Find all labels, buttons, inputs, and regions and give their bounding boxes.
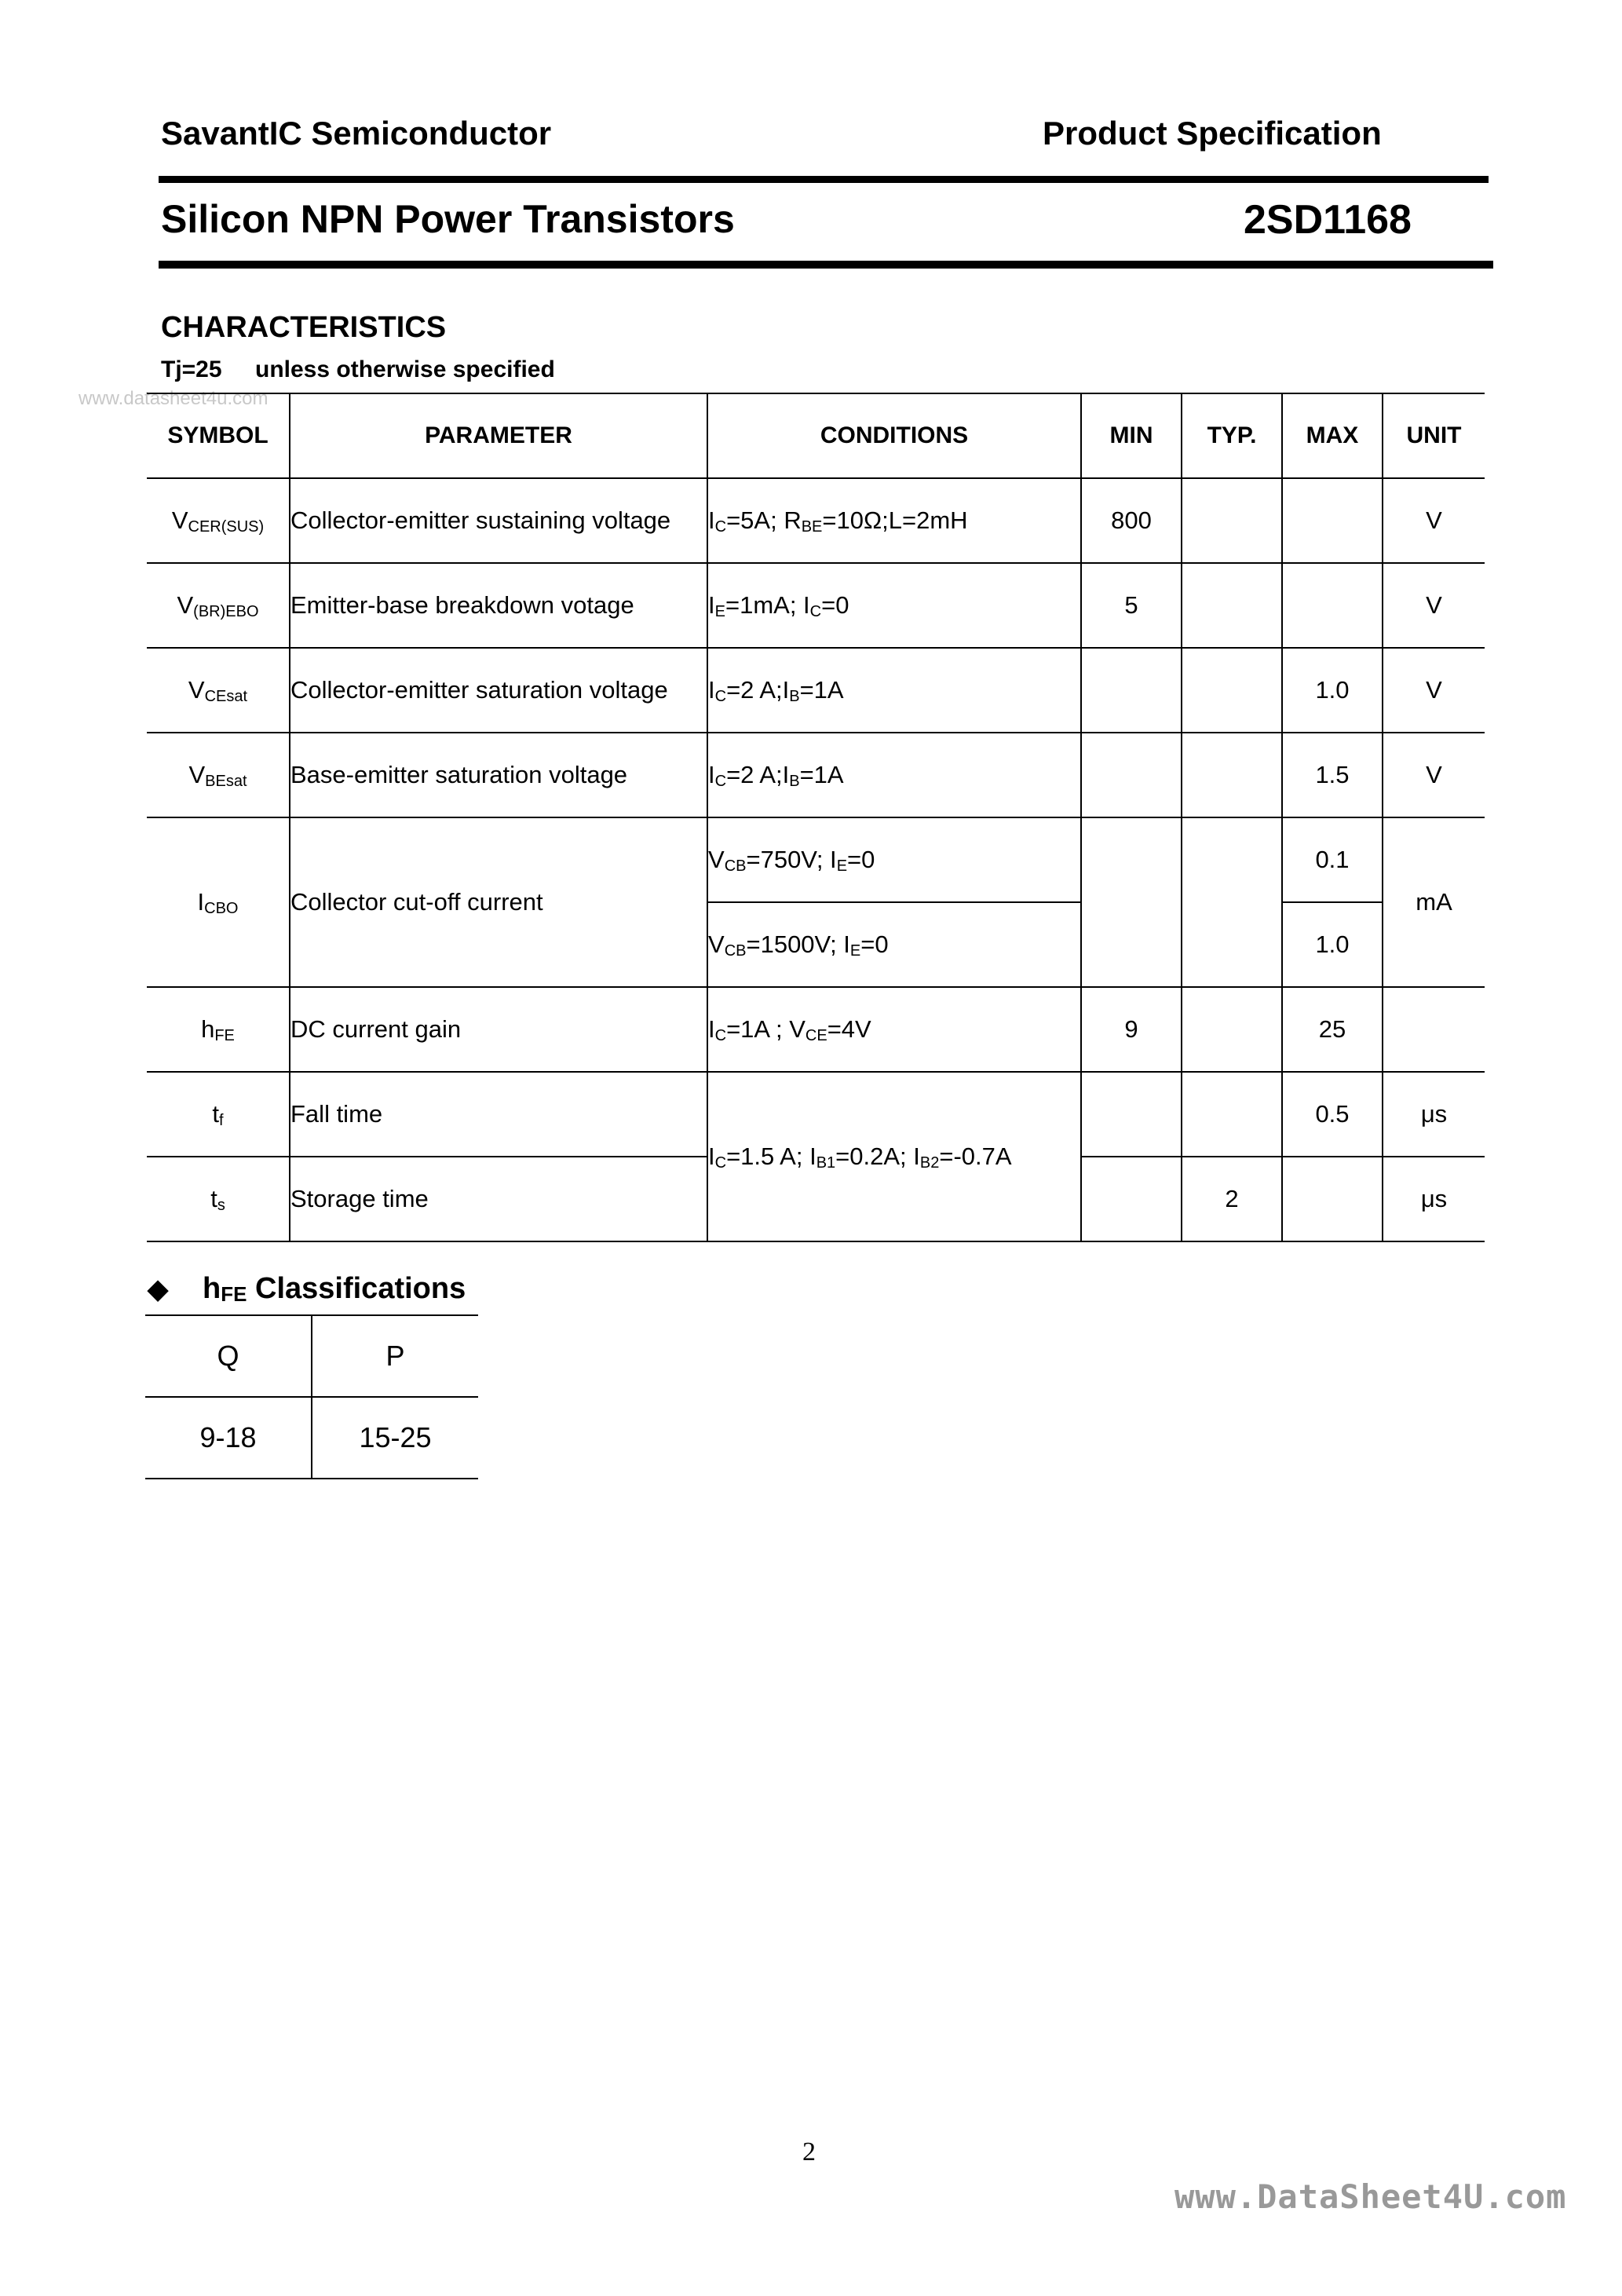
max-cell: 0.5 xyxy=(1282,1072,1383,1157)
symbol-cell: $V_{(BR)EBO}$ xyxy=(147,563,290,648)
header-rule-top xyxy=(159,176,1489,183)
min-cell xyxy=(1081,1072,1182,1157)
typ-cell xyxy=(1182,987,1282,1072)
min-cell xyxy=(1081,817,1182,987)
document-title: Silicon NPN Power Transistors xyxy=(161,197,735,241)
header-symbol: SYMBOL xyxy=(147,393,290,478)
header-min: MIN xyxy=(1081,393,1182,478)
class-header-q: Q xyxy=(145,1315,312,1397)
max-cell xyxy=(1282,563,1383,648)
conditions-cell: $I_C=1A$ ; $V_{CE}=4V$ xyxy=(707,987,1081,1072)
conditions-cell: $I_C=1.5$ A; $I_{B1}=0.2A$; $I_{B2}=-0.7A$ xyxy=(707,1072,1081,1241)
class-header-p: P xyxy=(312,1315,478,1397)
min-cell: 9 xyxy=(1081,987,1182,1072)
symbol-cell: $V_{BEsat}$ xyxy=(147,733,290,817)
header-typ: TYP. xyxy=(1182,393,1282,478)
class-value-p: 15-25 xyxy=(312,1397,478,1479)
temperature-condition: Tj=25 xyxy=(161,356,222,382)
table-header-row xyxy=(147,393,1485,478)
max-cell xyxy=(1282,1157,1383,1241)
min-cell: 5 xyxy=(1081,563,1182,648)
min-cell xyxy=(1081,733,1182,817)
min-cell: 800 xyxy=(1081,478,1182,563)
parameter-cell: Collector-emitter sustaining voltage xyxy=(290,478,707,563)
typ-cell xyxy=(1182,478,1282,563)
parameter-cell: Fall time xyxy=(290,1072,707,1157)
typ-cell xyxy=(1182,563,1282,648)
symbol-cell: $t_s$ xyxy=(147,1157,290,1241)
max-cell: 1.0 xyxy=(1282,902,1383,987)
table-row xyxy=(147,1072,1485,1157)
min-cell xyxy=(1081,648,1182,733)
parameter-cell: Collector-emitter saturation voltage xyxy=(290,648,707,733)
unit-cell: μs xyxy=(1383,1072,1485,1157)
characteristics-table xyxy=(147,393,1485,1242)
symbol-cell: $t_f$ xyxy=(147,1072,290,1157)
unit-cell: V xyxy=(1383,478,1485,563)
table-row xyxy=(145,1315,478,1397)
header-max: MAX xyxy=(1282,393,1383,478)
diamond-bullet-icon: ◆ xyxy=(148,1274,169,1304)
max-cell: 1.5 xyxy=(1282,733,1383,817)
table-row xyxy=(145,1397,478,1479)
header-conditions: CONDITIONS xyxy=(707,393,1081,478)
conditions-cell: $I_E=1mA$; $I_C=0$ xyxy=(707,563,1081,648)
typ-cell xyxy=(1182,733,1282,817)
typ-cell xyxy=(1182,1072,1282,1157)
table-row xyxy=(147,733,1485,817)
unit-cell: V xyxy=(1383,733,1485,817)
table-row xyxy=(147,478,1485,563)
parameter-cell: Base-emitter saturation voltage xyxy=(290,733,707,817)
unit-cell: μs xyxy=(1383,1157,1485,1241)
conditions-cell: $V_{CB}=750V$; $I_E=0$ xyxy=(707,817,1081,902)
table-row xyxy=(147,817,1485,902)
header-rule-bottom xyxy=(159,261,1493,269)
table-row xyxy=(147,563,1485,648)
header-parameter: PARAMETER xyxy=(290,393,707,478)
conditions-cell: $I_C=5A$; $R_{BE}=10\Omega;L=2mH$ xyxy=(707,478,1081,563)
min-cell xyxy=(1081,1157,1182,1241)
header-unit: UNIT xyxy=(1383,393,1485,478)
table-row xyxy=(147,648,1485,733)
page-number: 2 xyxy=(802,2137,816,2166)
condition-note: unless otherwise specified xyxy=(255,356,555,382)
symbol-cell: $I_{CBO}$ xyxy=(147,817,290,987)
section-title: CHARACTERISTICS xyxy=(161,311,447,344)
unit-cell: V xyxy=(1383,563,1485,648)
symbol-cell: $V_{CER(SUS)}$ xyxy=(147,478,290,563)
max-cell: 25 xyxy=(1282,987,1383,1072)
max-cell xyxy=(1282,478,1383,563)
typ-cell: 2 xyxy=(1182,1157,1282,1241)
parameter-cell: DC current gain xyxy=(290,987,707,1072)
symbol-cell: $h_{FE}$ xyxy=(147,987,290,1072)
conditions-cell: $V_{CB}=1500V$; $I_E=0$ xyxy=(707,902,1081,987)
watermark-top: www.datasheet4u.com xyxy=(79,388,269,409)
typ-cell xyxy=(1182,817,1282,987)
company-name: SavantIC Semiconductor xyxy=(161,115,552,152)
parameter-cell: Storage time xyxy=(290,1157,707,1241)
spec-type: Product Specification xyxy=(1043,115,1382,152)
watermark-footer: www.DataSheet4U.com xyxy=(1174,2177,1567,2216)
unit-cell: mA xyxy=(1383,817,1485,987)
conditions-cell: $I_C=2$ $A;I_B=1A$ xyxy=(707,733,1081,817)
max-cell: 0.1 xyxy=(1282,817,1383,902)
unit-cell xyxy=(1383,987,1485,1072)
classifications-table xyxy=(145,1314,478,1479)
classifications-title: ◆ $h_{FE}$ Classifications xyxy=(148,1272,466,1306)
table-row xyxy=(147,987,1485,1072)
part-number: 2SD1168 xyxy=(1244,197,1412,243)
symbol-cell: $V_{CEsat}$ xyxy=(147,648,290,733)
parameter-cell: Collector cut-off current xyxy=(290,817,707,987)
unit-cell: V xyxy=(1383,648,1485,733)
parameter-cell: Emitter-base breakdown votage xyxy=(290,563,707,648)
max-cell: 1.0 xyxy=(1282,648,1383,733)
class-value-q: 9-18 xyxy=(145,1397,312,1479)
typ-cell xyxy=(1182,648,1282,733)
conditions-cell: $I_C=2$ $A;I_B=1A$ xyxy=(707,648,1081,733)
section-condition xyxy=(161,356,555,383)
